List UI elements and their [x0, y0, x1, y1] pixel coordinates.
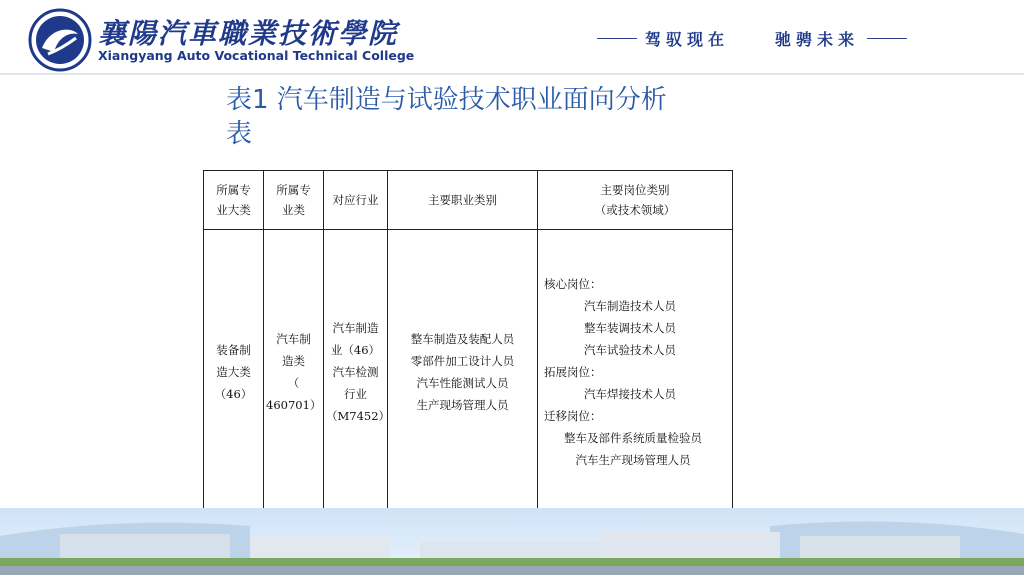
- career-analysis-table: [203, 170, 733, 514]
- college-logo-icon: [28, 8, 92, 72]
- slogan-divider-right: [867, 38, 907, 39]
- list-item: 整车装调技术人员: [584, 320, 676, 335]
- table-title-line1: 表1 汽车制造与试验技术职业面向分析: [226, 85, 667, 115]
- list-item: 整车及部件系统质量检验员: [564, 430, 702, 445]
- slogan-right: 驰骋未来: [775, 29, 860, 49]
- campus-banner-image: [0, 508, 1024, 575]
- list-item: 汽车制造技术人员: [584, 298, 676, 313]
- header-major-category: 所属专 业大类: [204, 171, 264, 230]
- header-industry: 对应行业: [324, 171, 388, 230]
- table-title: [226, 83, 746, 151]
- list-item: 汽车生产现场管理人员: [575, 452, 691, 467]
- college-name-cn: 襄陽汽車職業技術學院: [98, 17, 399, 50]
- extended-positions-label: 拓展岗位：: [544, 364, 602, 379]
- cell-major-class: 汽车制 造类 （ 460701）: [264, 230, 324, 514]
- slogan: [597, 26, 997, 50]
- transfer-positions-label: 迁移岗位：: [544, 408, 602, 423]
- cell-major-category: 装备制 造大类 （46）: [204, 230, 264, 514]
- header-major-class: 所属专 业类: [264, 171, 324, 230]
- slogan-left: 驾驭现在: [645, 29, 730, 49]
- cell-positions: [538, 230, 733, 514]
- core-positions-label: 核心岗位：: [544, 276, 602, 291]
- page-header: [0, 0, 1024, 75]
- cell-industry: 汽车制造 业（46） 汽车检测 行业 （M7452）: [324, 230, 388, 514]
- header-positions: 主要岗位类别 （或技术领域）: [538, 171, 733, 230]
- table-header-row: [204, 171, 733, 230]
- cell-occupations: 整车制造及装配人员 零部件加工设计人员 汽车性能测试人员 生产现场管理人员: [388, 230, 538, 514]
- header-occupation: 主要职业类别: [388, 171, 538, 230]
- table-title-line2: 表: [226, 119, 253, 149]
- list-item: 汽车试验技术人员: [584, 342, 676, 357]
- slogan-divider-left: [597, 38, 637, 39]
- college-name-en: Xiangyang Auto Vocational Technical College: [98, 48, 415, 63]
- list-item: 汽车焊接技术人员: [584, 386, 676, 401]
- header-divider: [0, 73, 1024, 75]
- table-row: [204, 230, 733, 514]
